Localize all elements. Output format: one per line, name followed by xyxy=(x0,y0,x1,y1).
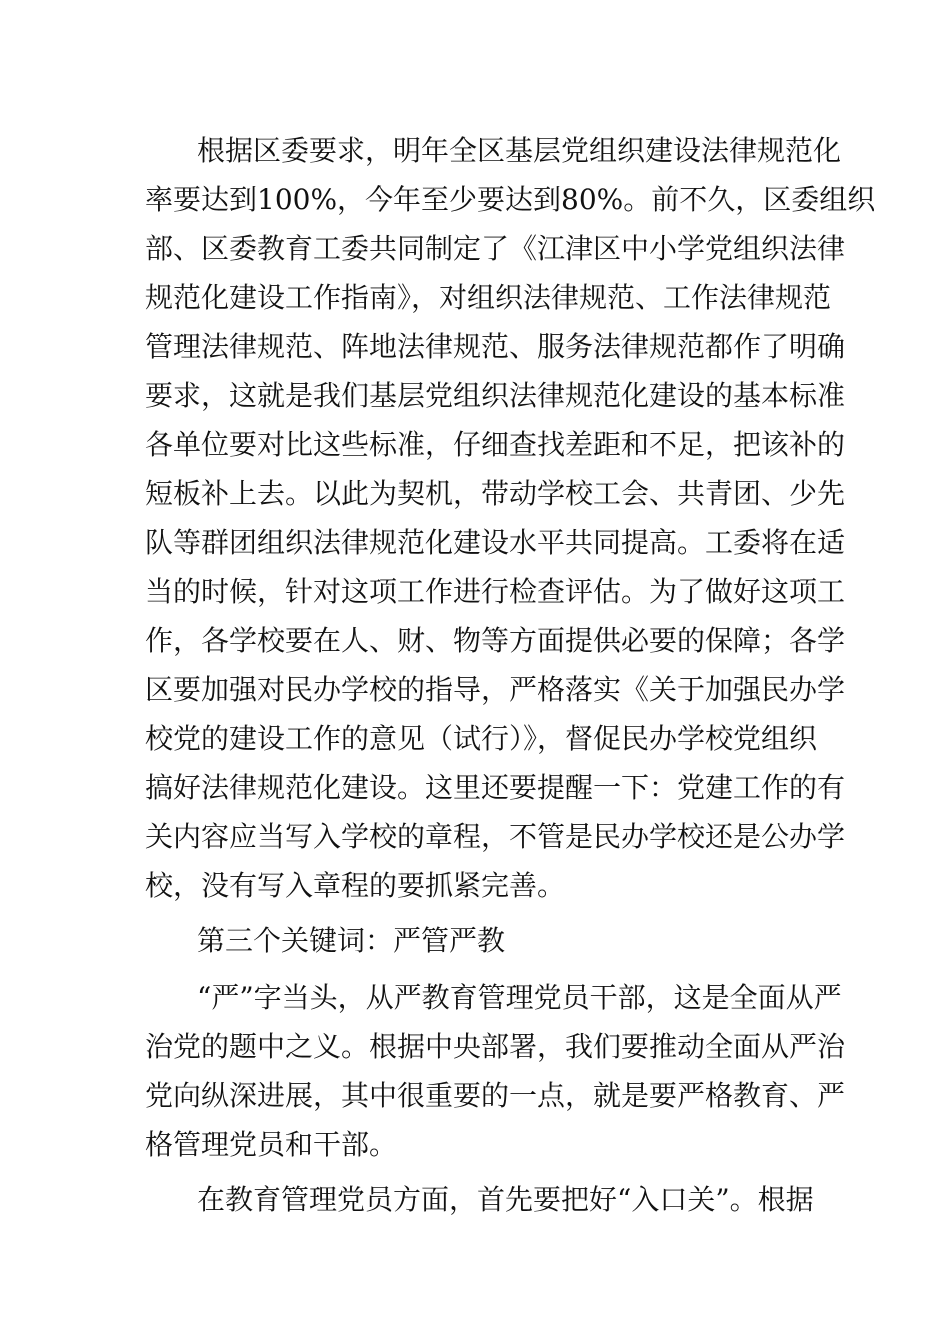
paragraph-line: 管理法律规范、阵地法律规范、服务法律规范都作了明确 xyxy=(145,330,846,363)
paragraph-line: 校，没有写入章程的要抓紧完善。 xyxy=(145,869,566,902)
paragraph-line: 队等群团组织法律规范化建设水平共同提高。工委将在适 xyxy=(145,526,846,559)
paragraph-line: 根据区委要求，明年全区基层党组织建设法律规范化 xyxy=(197,134,842,167)
paragraph-line: 各单位要对比这些标准，仔细查找差距和不足，把该补的 xyxy=(145,428,846,461)
paragraph-line: 搞好法律规范化建设。这里还要提醒一下：党建工作的有 xyxy=(145,771,846,804)
paragraph-line: 短板补上去。以此为契机，带动学校工会、共青团、少先 xyxy=(145,477,846,510)
paragraph-line: 区要加强对民办学校的指导，严格落实《关于加强民办学 xyxy=(145,673,846,706)
paragraph-line: 作，各学校要在人、财、物等方面提供必要的保障；各学 xyxy=(145,624,846,657)
paragraph-line: 要求，这就是我们基层党组织法律规范化建设的基本标准 xyxy=(145,379,846,412)
paragraph-line: 在教育管理党员方面，首先要把好“入口关”。根据 xyxy=(197,1183,814,1216)
paragraph-line: 治党的题中之义。根据中央部署，我们要推动全面从严治 xyxy=(145,1030,846,1063)
paragraph-line: 部、区委教育工委共同制定了《江津区中小学党组织法律 xyxy=(145,232,846,265)
paragraph-line: 格管理党员和干部。 xyxy=(145,1128,398,1161)
paragraph-line: “严”字当头，从严教育管理党员干部，这是全面从严 xyxy=(197,981,842,1014)
section-heading: 第三个关键词：严管严教 xyxy=(197,924,506,957)
paragraph-line: 规范化建设工作指南》，对组织法律规范、工作法律规范 xyxy=(145,281,832,314)
paragraph-line: 当的时候，针对这项工作进行检查评估。为了做好这项工 xyxy=(145,575,846,608)
paragraph-line: 校党的建设工作的意见（试行）》，督促民办学校党组织 xyxy=(145,722,818,755)
paragraph-line: 率要达到100%，今年至少要达到80%。前不久，区委组织 xyxy=(145,183,876,216)
paragraph-line: 党向纵深进展，其中很重要的一点，就是要严格教育、严 xyxy=(145,1079,846,1112)
paragraph-line: 关内容应当写入学校的章程，不管是民办学校还是公办学 xyxy=(145,820,846,853)
